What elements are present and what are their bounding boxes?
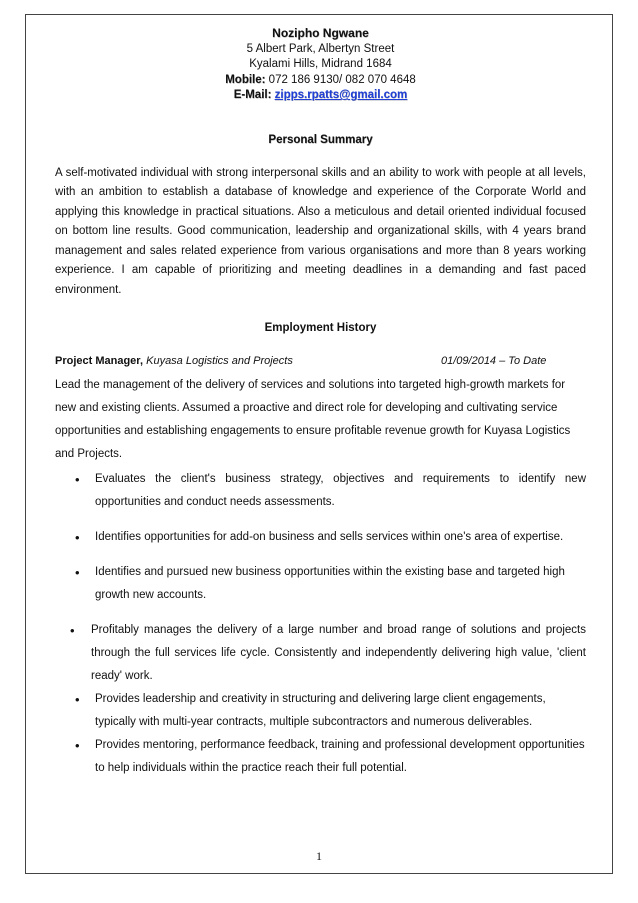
resume-document: [55, 26, 586, 780]
list-item-text: Provides leadership and creativity in structuring and delivering large client engagements, typically with multi-year contracts, multiple subcontractors and numerous deliverables.: [95, 693, 546, 728]
email-label: E-Mail:: [233, 89, 272, 101]
personal-summary-heading: Personal Summary: [268, 133, 373, 146]
mobile-value: 072 186 9130/ 082 070 4648: [268, 73, 416, 86]
page-number: 1: [316, 849, 322, 863]
job-heading: [55, 355, 586, 369]
list-item: [55, 468, 586, 514]
list-item: [55, 734, 586, 780]
mobile-label: Mobile:: [225, 73, 266, 86]
mobile-line: [55, 73, 586, 89]
list-item: [55, 561, 586, 607]
personal-summary-text: A self-motivated individual with strong interpersonal skills and an ability to work with people at all levels, with an ambition to establish a database of knowledge and experience of the Corporate World and applying this knowledge in practical situations. Also a meticulous and detail oriented individual focused on bottom line results. Good communication, leadership and organizational skills, with 4 years brand management and sales related experience from various organisations and more than 8 years working experience. I am capable of prioritizing and meeting deadlines in a demanding and fast paced environment.: [55, 166, 586, 296]
bullet-icon: •: [75, 530, 80, 545]
list-item-text: Identifies and pursued new business opportunities within the existing base and targeted high growth new accounts.: [95, 566, 565, 601]
bullet-icon: •: [75, 692, 80, 707]
employment-history-heading: Employment History: [264, 322, 377, 334]
bullet-icon: •: [70, 623, 75, 638]
job-dates: 01/09/2014 – To Date: [441, 355, 547, 367]
bullet-icon: •: [75, 738, 80, 753]
list-item-text: Provides mentoring, performance feedback, training and professional development opportunities to help individuals within the practice reach their full potential.: [95, 739, 585, 774]
list-item-text: Profitably manages the delivery of a large number and broad range of solutions and projects through the full services life cycle. Consistently and independently delivering high value, 'client ready' work.: [91, 624, 586, 682]
job-responsibilities: [55, 468, 586, 780]
list-item-text: Identifies opportunities for add-on business and sells services within one's area of expertise.: [95, 531, 564, 543]
candidate-name: Nozipho Ngwane: [272, 26, 369, 40]
job-description: Lead the management of the delivery of services and solutions into targeted high-growth markets for new and existing clients. Assumed a proactive and direct role for developing and cultivating service opportunities and establishing engagements to ensure profitable revenue growth for Kuyasa Logistics and Projects.: [55, 379, 571, 460]
list-item: [55, 688, 586, 734]
list-item: [55, 526, 586, 549]
list-item: [55, 619, 586, 688]
list-item-text: Evaluates the client's business strategy, objectives and requirements to identify new opportunities and conduct needs assessments.: [95, 473, 586, 508]
bullet-icon: •: [75, 565, 80, 580]
address-line-2: Kyalami Hills, Midrand 1684: [249, 58, 392, 70]
bullet-icon: •: [75, 472, 80, 487]
address-line-1: 5 Albert Park, Albertyn Street: [246, 42, 395, 55]
email-line: [55, 88, 586, 104]
email-link[interactable]: zipps.rpatts@gmail.com: [274, 89, 408, 101]
job-title: Project Manager,: [55, 355, 144, 367]
job-company: Kuyasa Logistics and Projects: [146, 355, 293, 367]
contact-header: [55, 26, 586, 104]
